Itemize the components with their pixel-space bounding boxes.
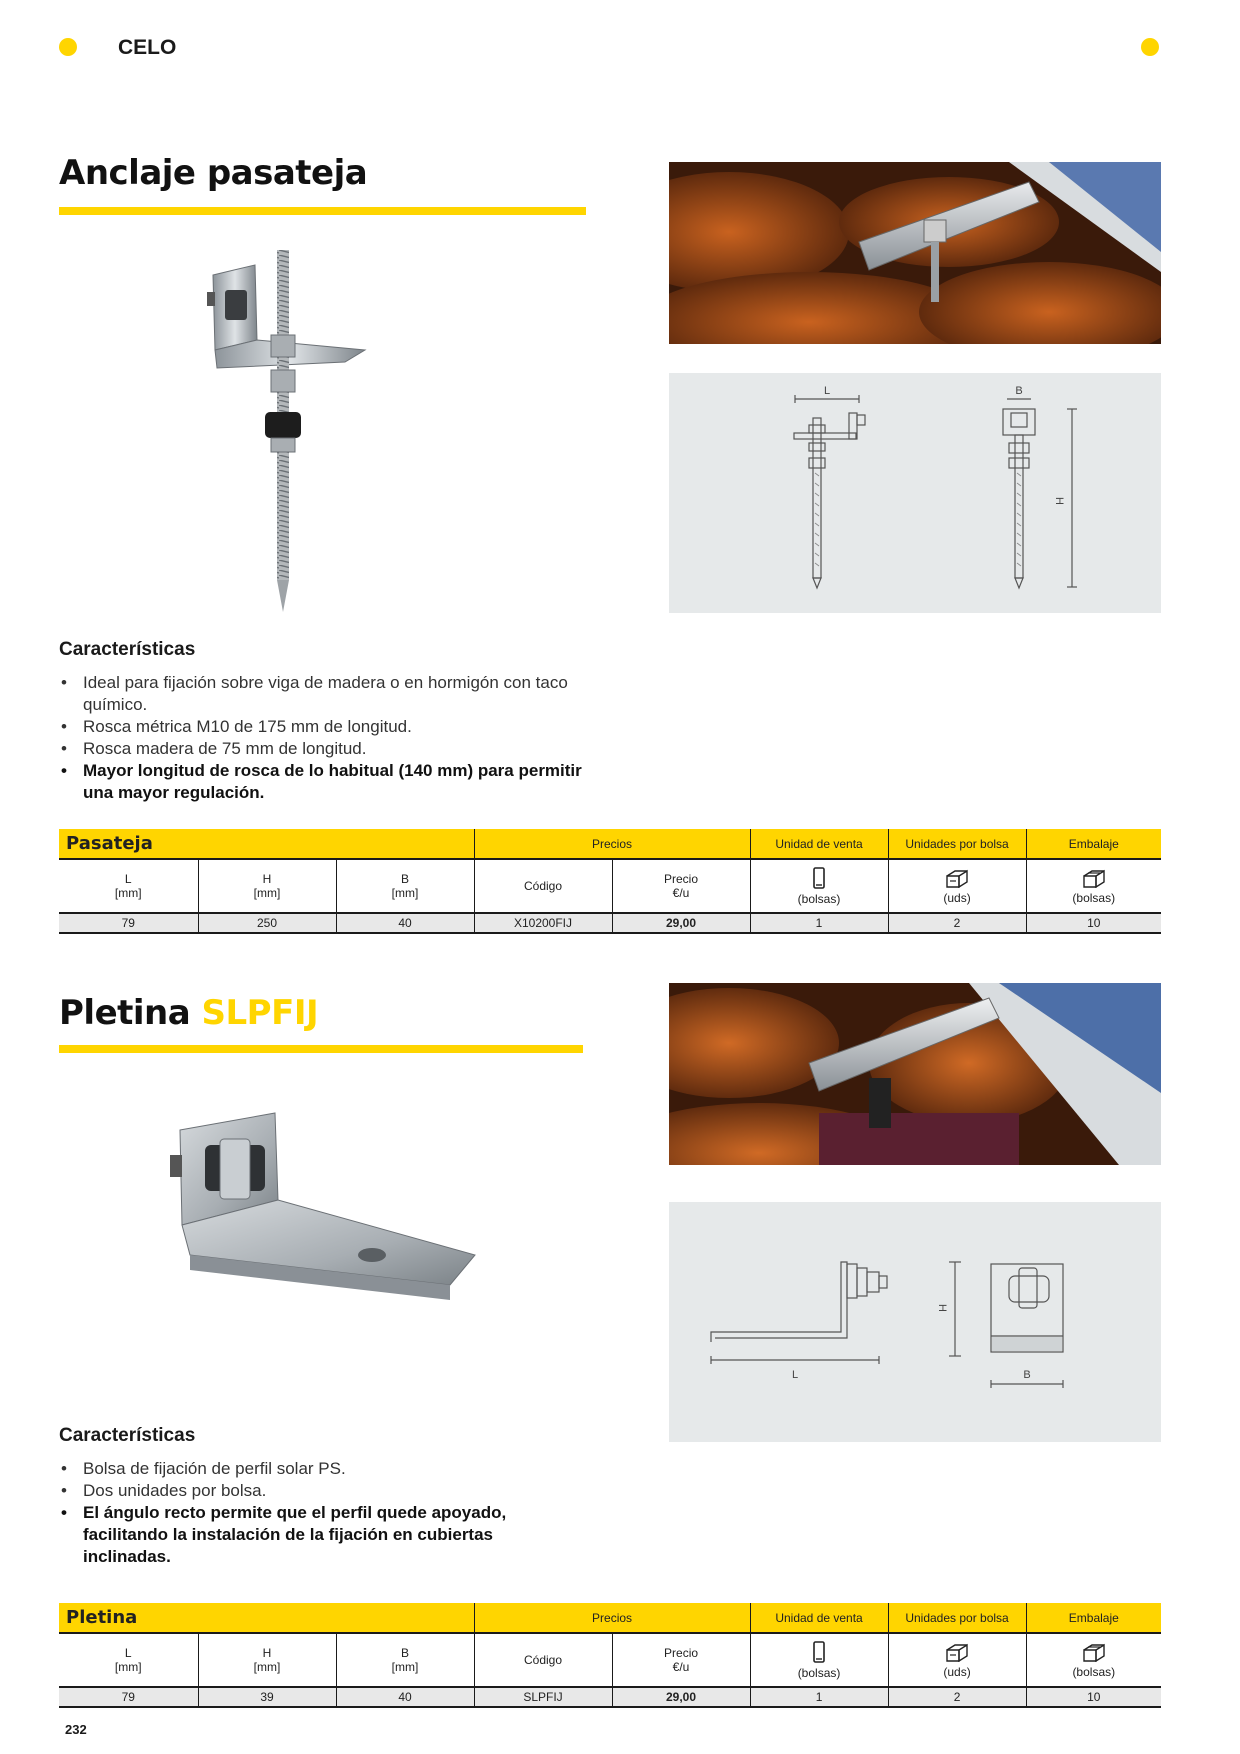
table2-col-uds: (uds) — [888, 1633, 1026, 1687]
table2-precios-header: Precios — [474, 1603, 750, 1633]
table1-col-unidad-venta: (bolsas) — [750, 859, 888, 913]
feature-item: • Dos unidades por bolsa. — [59, 1480, 579, 1502]
table2-col-embalaje: (bolsas) — [1026, 1633, 1161, 1687]
table1-val-h: 250 — [198, 913, 336, 933]
table1-col-embalaje: (bolsas) — [1026, 859, 1161, 913]
table1-precios-header: Precios — [474, 829, 750, 859]
table1-val-unidad: 1 — [750, 913, 888, 933]
box-closed-icon — [1082, 1642, 1106, 1662]
table1-val-uds: 2 — [888, 913, 1026, 933]
feature-item: • Rosca madera de 75 mm de longitud. — [59, 738, 599, 760]
bag-unit-icon — [812, 867, 826, 889]
table2-col-precio: Precio €/u — [612, 1633, 750, 1687]
section-label: CELO — [118, 36, 177, 59]
product1-features-title: Características — [59, 639, 196, 660]
table2-unidad-venta-header: Unidad de venta — [750, 1603, 888, 1633]
product2-title-accent: SLPFIJ — [201, 993, 319, 1033]
table1-col-b: B [mm] — [336, 859, 474, 913]
table1-col-codigo: Código — [474, 859, 612, 913]
table1-col-l: L [mm] — [59, 859, 198, 913]
table1-val-b: 40 — [336, 913, 474, 933]
table2-val-b: 40 — [336, 1687, 474, 1707]
product1-title: Anclaje pasateja — [59, 153, 368, 193]
diagram1-label-h: H — [1053, 497, 1065, 505]
product2-title-rule — [59, 1045, 583, 1053]
table1-val-precio: 29,00 — [612, 913, 750, 933]
table2-embalaje-header: Embalaje — [1026, 1603, 1161, 1633]
table2-val-l: 79 — [59, 1687, 198, 1707]
table1-val-l: 79 — [59, 913, 198, 933]
feature-item: • Mayor longitud de rosca de lo habitual (140 mm) para permitir una mayor regulación. — [59, 760, 599, 804]
anclaje-product-image — [195, 240, 375, 630]
table-row — [59, 913, 1161, 933]
pletina-installed-photo — [669, 983, 1161, 1165]
diagram2-label-l: L — [791, 1369, 799, 1381]
pasateja-spec-table — [59, 829, 1161, 934]
table1-col-precio: Precio €/u — [612, 859, 750, 913]
table2-val-embalaje: 10 — [1026, 1687, 1161, 1707]
table1-unidades-bolsa-header: Unidades por bolsa — [888, 829, 1026, 859]
table2-val-h: 39 — [198, 1687, 336, 1707]
box-open-icon — [945, 868, 969, 888]
table2-val-uds: 2 — [888, 1687, 1026, 1707]
diagram1-label-b: B — [1015, 385, 1023, 397]
diagram2-label-h: H — [936, 1304, 948, 1312]
product2-features-list — [59, 1458, 579, 1568]
table2-col-h: H [mm] — [198, 1633, 336, 1687]
product1-title-rule — [59, 207, 586, 215]
product1-features-list — [59, 672, 599, 804]
diagram2-label-b: B — [1023, 1369, 1031, 1381]
bag-unit-icon — [812, 1641, 826, 1663]
table1-col-h: H [mm] — [198, 859, 336, 913]
table2-col-b: B [mm] — [336, 1633, 474, 1687]
table1-name: Pasateja — [59, 829, 474, 859]
table2-val-codigo: SLPFIJ — [474, 1687, 612, 1707]
table1-val-embalaje: 10 — [1026, 913, 1161, 933]
header-dot-right — [1141, 38, 1159, 56]
anclaje-installed-photo — [669, 162, 1161, 344]
product2-title — [59, 993, 318, 1033]
product2-features-title: Características — [59, 1425, 196, 1446]
table1-val-codigo: X10200FIJ — [474, 913, 612, 933]
pletina-dimension-diagram — [669, 1202, 1161, 1442]
box-open-icon — [945, 1642, 969, 1662]
page-number: 232 — [65, 1722, 87, 1737]
feature-item: • Rosca métrica M10 de 175 mm de longitud. — [59, 716, 599, 738]
feature-item: • Ideal para fijación sobre viga de madera o en hormigón con taco químico. — [59, 672, 599, 716]
table2-col-codigo: Código — [474, 1633, 612, 1687]
feature-item: • Bolsa de fijación de perfil solar PS. — [59, 1458, 579, 1480]
diagram1-label-l: L — [823, 385, 831, 397]
pletina-product-image — [160, 1105, 490, 1310]
table2-name: Pletina — [59, 1603, 474, 1633]
table1-col-uds: (uds) — [888, 859, 1026, 913]
box-closed-icon — [1082, 868, 1106, 888]
feature-item: • El ángulo recto permite que el perfil quede apoyado, facilitando la instalación de la fijación en cubiertas inclinadas. — [59, 1502, 579, 1568]
table-row — [59, 1687, 1161, 1707]
table1-embalaje-header: Embalaje — [1026, 829, 1161, 859]
table2-unidades-bolsa-header: Unidades por bolsa — [888, 1603, 1026, 1633]
table1-unidad-venta-header: Unidad de venta — [750, 829, 888, 859]
table2-val-unidad: 1 — [750, 1687, 888, 1707]
anclaje-dimension-diagram — [669, 373, 1161, 613]
table2-val-precio: 29,00 — [612, 1687, 750, 1707]
header-dot-left — [59, 38, 77, 56]
table2-col-unidad-venta: (bolsas) — [750, 1633, 888, 1687]
product2-title-main: Pletina — [59, 993, 202, 1033]
pletina-spec-table — [59, 1603, 1161, 1708]
table2-col-l: L [mm] — [59, 1633, 198, 1687]
